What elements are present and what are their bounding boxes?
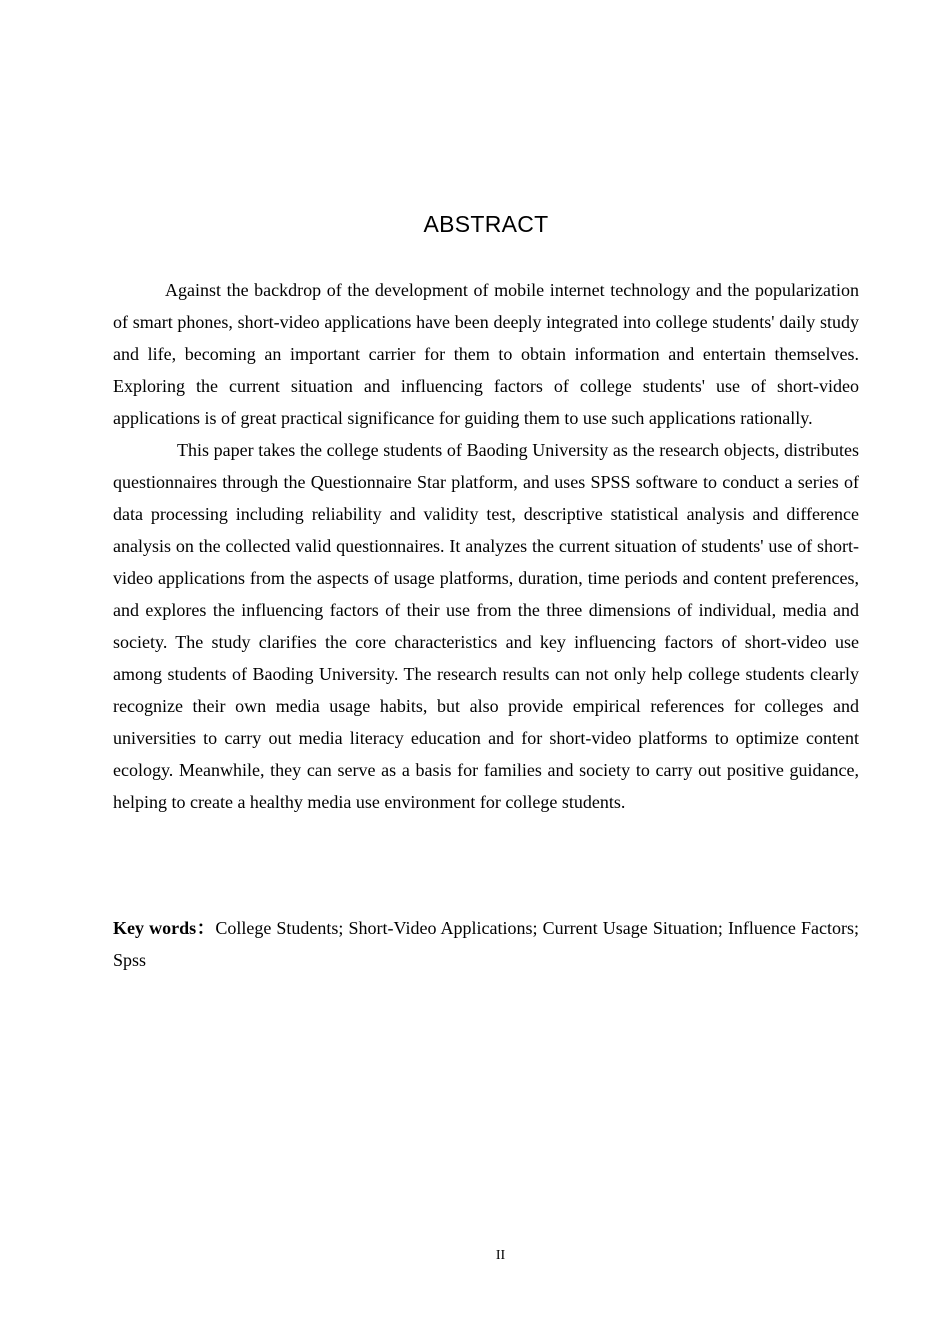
abstract-paragraph-2: This paper takes the college students of Baoding University as the research objects, distributes questionnaires through the Questionnaire Star platform, and uses SPSS software to conduct a series of data processing including reliability and validity test, descriptive statistical analysis and difference analysis on the collected valid questionnaires. It analyzes the current situation of students' use of short-video applications from the aspects of usage platforms, duration, time periods and content preferences, and explores the influencing factors of their use from the three dimensions of individual, media and society. The study clarifies the core characteristics and key influencing factors of short-video use among students of Baoding University. The research results can not only help college students clearly recognize their own media usage habits, but also provide empirical references for colleges and universities to carry out media literacy education and for short-video platforms to optimize content ecology. Meanwhile, they can serve as a basis for families and society to carry out positive guidance, helping to create a healthy media use environment for college students.: [113, 440, 859, 812]
abstract-paragraph-1: Against the backdrop of the development of mobile internet technology and the popularization of smart phones, short-video applications have been deeply integrated into college students' daily study and life, becoming an important carrier for them to obtain information and entertain themselves. Exploring the current situation and influencing factors of college students' use of short-video applications is of great practical significance for guiding them to use such applications rationally.: [113, 280, 859, 428]
page-number: II: [495, 1248, 506, 1263]
keywords-list: College Students; Short-Video Applications; Current Usage Situation; Influence Factors; Spss: [113, 918, 859, 970]
abstract-title: ABSTRACT: [423, 211, 549, 237]
keywords-label: Key words：: [113, 918, 216, 938]
keywords-line: [113, 912, 859, 976]
abstract-body: [113, 274, 859, 818]
